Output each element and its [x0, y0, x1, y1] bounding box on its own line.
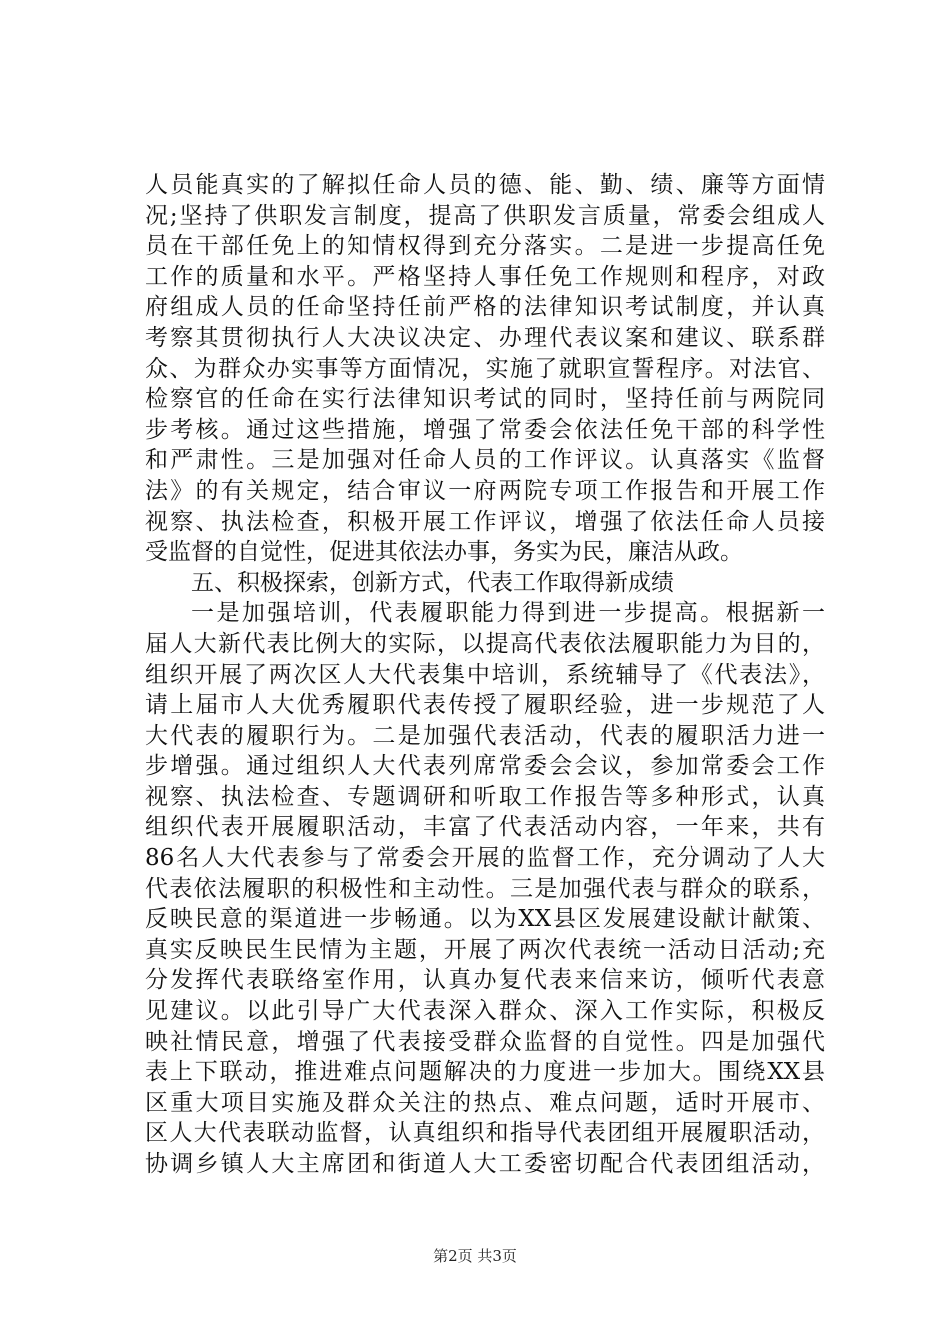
- text-line: 真实反映民生民情为主题，开展了两次代表统一活动日活动;充: [145, 936, 825, 963]
- text-line: 视察、执法检查、专题调研和听取工作报告等多种形式，认真: [145, 783, 825, 810]
- text-line: 考察其贯彻执行人大决议决定、办理代表议案和建议、联系群: [145, 324, 825, 351]
- text-line: 86名人大代表参与了常委会开展的监督工作，充分调动了人大: [145, 845, 825, 872]
- text-line: 代表依法履职的积极性和主动性。三是加强代表与群众的联系，: [145, 875, 825, 902]
- text-line: 分发挥代表联络室作用，认真办复代表来信来访，倾听代表意: [145, 967, 825, 994]
- text-line: 检察官的任命在实行法律知识考试的同时，坚持任前与两院同: [145, 386, 825, 413]
- text-line: 大代表的履职行为。二是加强代表活动，代表的履职活力进一: [145, 722, 825, 749]
- text-line: 况;坚持了供职发言制度，提高了供职发言质量，常委会组成人: [145, 202, 825, 229]
- text-line: 视察、执法检查，积极开展工作评议，增强了依法任命人员接: [145, 508, 825, 535]
- text-line: 工作的质量和水平。严格坚持人事任免工作规则和程序，对政: [145, 263, 825, 290]
- text-line: 员在干部任免上的知情权得到充分落实。二是进一步提高任免: [145, 233, 825, 260]
- text-line: 组织开展了两次区人大代表集中培训，系统辅导了《代表法》，: [145, 661, 825, 688]
- text-line: 区人大代表联动监督，认真组织和指导代表团组开展履职活动，: [145, 1120, 825, 1147]
- text-line: 受监督的自觉性，促进其依法办事，务实为民，廉洁从政。: [145, 539, 743, 566]
- text-line: 反映民意的渠道进一步畅通。以为XX县区发展建设献计献策、: [145, 906, 825, 933]
- body-text: [145, 170, 825, 1180]
- text-line: 法》的有关规定，结合审议一府两院专项工作报告和开展工作: [145, 477, 825, 504]
- text-line: 请上届市人大优秀履职代表传授了履职经验，进一步规范了人: [145, 692, 825, 719]
- text-line: 届人大新代表比例大的实际，以提高代表依法履职能力为目的，: [145, 630, 825, 657]
- text-line: 协调乡镇人大主席团和街道人大工委密切配合代表团组活动，: [145, 1151, 825, 1177]
- text-line: 组织代表开展履职活动，丰富了代表活动内容，一年来，共有: [145, 814, 825, 841]
- text-line: 步考核。通过这些措施，增强了常委会依法任免干部的科学性: [145, 416, 825, 443]
- text-line: 府组成人员的任命坚持任前严格的法律知识考试制度，并认真: [145, 294, 825, 321]
- text-line: 人员能真实的了解拟任命人员的德、能、勤、绩、廉等方面情: [145, 172, 825, 198]
- text-line: 众、为群众办实事等方面情况，实施了就职宣誓程序。对法官、: [145, 355, 825, 382]
- text-line: 表上下联动，推进难点问题解决的力度进一步加大。围绕XX县: [145, 1059, 825, 1086]
- text-line: 步增强。通过组织人大代表列席常委会会议，参加常委会工作: [145, 753, 825, 780]
- text-line: 和严肃性。三是加强对任命人员的工作评议。认真落实《监督: [145, 447, 825, 474]
- page-footer: 第2页 共3页: [433, 1247, 517, 1265]
- text-line: 见建议。以此引导广大代表深入群众、深入工作实际，积极反: [145, 998, 825, 1025]
- text-line: 映社情民意，增强了代表接受群众监督的自觉性。四是加强代: [145, 1028, 825, 1055]
- text-line: 一是加强培训，代表履职能力得到进一步提高。根据新一: [191, 600, 825, 627]
- text-line: 区重大项目实施及群众关注的热点、难点问题，适时开展市、: [145, 1089, 825, 1116]
- section-heading: 五、积极探索，创新方式，代表工作取得新成绩: [191, 569, 674, 596]
